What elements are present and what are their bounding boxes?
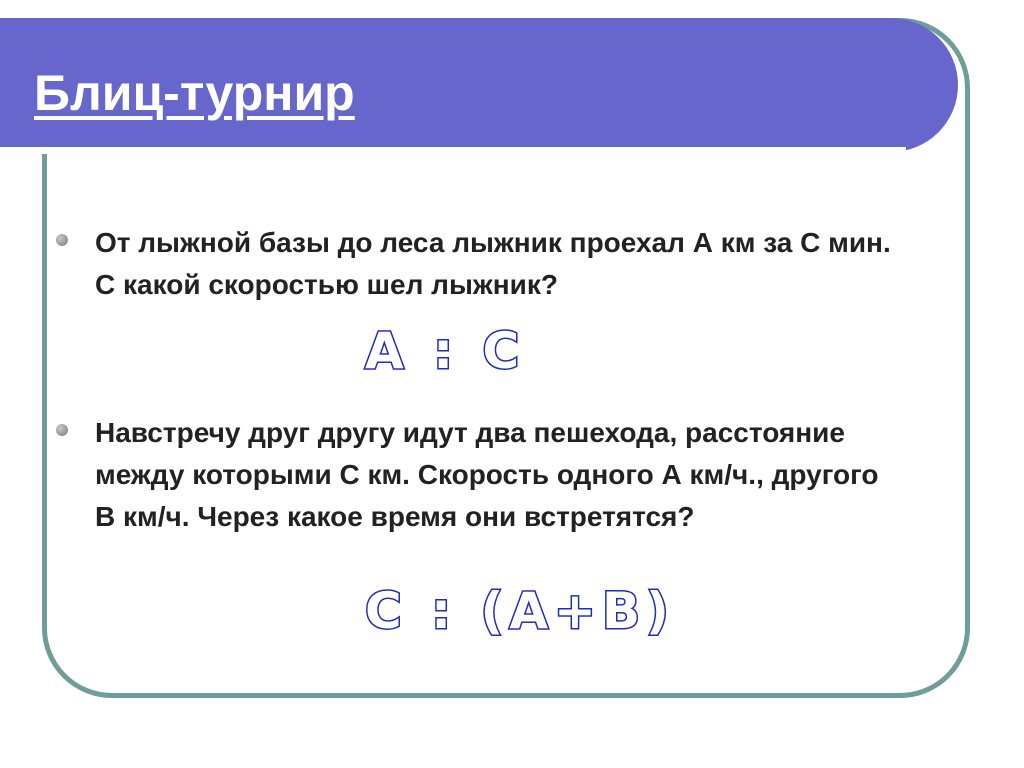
title-divider bbox=[0, 147, 906, 154]
bullet-icon bbox=[56, 424, 68, 436]
bullet-icon bbox=[56, 234, 68, 246]
answer-formula: А : С bbox=[365, 322, 526, 380]
problem-text: От лыжной базы до леса лыжник проехал А км за С мин. С какой скоростью шел лыжник? bbox=[95, 227, 891, 300]
answer-formula: С : (А+В) bbox=[365, 582, 675, 640]
slide-title: Блиц-турнир bbox=[34, 65, 355, 121]
problem-text: Навстречу друг другу идут два пешехода, расстояние между которыми С км. Скорость одного А км/ч., другого В км/ч. Через какое время они встретятся? bbox=[95, 417, 879, 532]
title-bar bbox=[0, 18, 958, 152]
